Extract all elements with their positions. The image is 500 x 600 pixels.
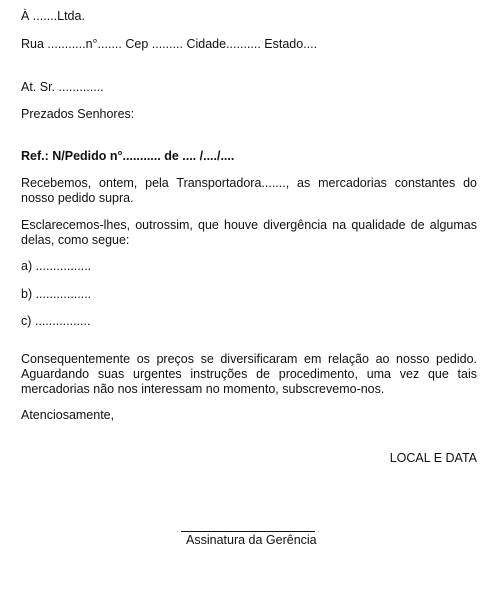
list-item-b: b) ................ (21, 287, 92, 301)
signature-line (181, 531, 315, 532)
closing: Atenciosamente, (21, 408, 115, 422)
address-line: Rua ...........n°....... Cep ......... Cidade.......... Estado.... (21, 37, 318, 51)
paragraph-divergence: Esclarecemos-lhes, outrossim, que houve divergência na qualidade de algumas delas, como segue: (21, 218, 477, 247)
reference-line: Ref.: N/Pedido n°........... de .... /..../.... (21, 149, 235, 163)
recipient-line: À .......Ltda. (21, 9, 85, 23)
list-item-c: c) ................ (21, 314, 91, 328)
greeting: Prezados Senhores: (21, 107, 135, 121)
list-item-a: a) ................ (21, 259, 92, 273)
paragraph-received: Recebemos, ontem, pela Transportadora......., as mercadorias constantes do nosso pedido supra. (21, 176, 477, 205)
place-date: LOCAL E DATA (389, 451, 477, 465)
attention-line: At. Sr. ............. (21, 80, 104, 94)
paragraph-consequence: Consequentemente os preços se diversificaram em relação ao nosso pedido. Aguardando suas urgentes instruções de procedimento, uma vez que tais mercadorias não nos interessam no momento, subscrevemo-nos. (21, 352, 477, 396)
signature-label: Assinatura da Gerência (186, 533, 317, 547)
